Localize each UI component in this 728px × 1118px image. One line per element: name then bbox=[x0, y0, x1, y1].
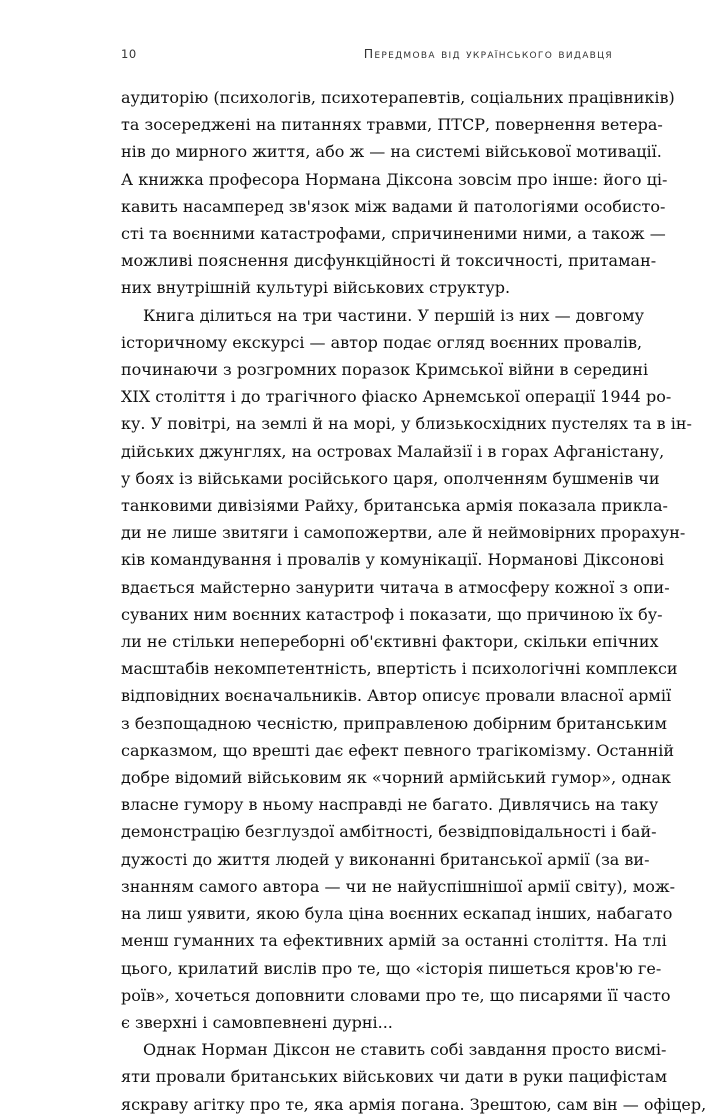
text-line: дужості до життя людей у виконанні британської армії (за ви- bbox=[121, 849, 650, 869]
body-text bbox=[121, 84, 707, 1118]
text-line: ли не стільки непереборні об'єктивні фактори, скільки епічних bbox=[121, 632, 659, 652]
text-line: яти провали британських військових чи дати в руки пацифістам bbox=[121, 1067, 668, 1087]
text-line: танковими дивізіями Райху, британська армія показала прикла- bbox=[121, 496, 668, 516]
text-line: можливі пояснення дисфункційності й токсичності, притаман- bbox=[121, 251, 657, 271]
text-line: починаючи з розгромних поразок Кримської війни в середині bbox=[121, 360, 649, 380]
text-line: А книжка професора Нормана Діксона зовсім про інше: його ці- bbox=[121, 169, 668, 189]
text-line: вдається майстерно занурити читача в атмосферу кожної з опи- bbox=[121, 577, 670, 597]
text-line: та зосереджені на питаннях травми, ПТСР, повернення ветера- bbox=[121, 115, 663, 135]
text-line: відповідних воєначальників. Автор описує провали власної армії bbox=[121, 686, 672, 706]
text-line: ку. У повітрі, на землі й на морі, у близькосхідних пустелях та в ін- bbox=[121, 414, 692, 434]
text-line: кавить насамперед зв'язок між вадами й патологіями особисто- bbox=[121, 196, 666, 216]
text-line: ків командування і провалів у комунікації. Нормановi Діксонові bbox=[121, 550, 664, 570]
text-line: Однак Норман Діксон не ставить собі завдання просто висмі- bbox=[143, 1040, 667, 1060]
running-head: Передмова від українського видавця bbox=[363, 46, 613, 61]
text-line: власне гумору в ньому насправді не багато. Дивлячись на таку bbox=[121, 795, 659, 815]
text-line: сті та воєнними катастрофами, спричиненими ними, а також — bbox=[121, 224, 666, 244]
text-line: з безпощадною чесністю, приправленою добірним британським bbox=[121, 713, 667, 733]
text-line: суваних ним воєнних катастроф і показати, що причиною їх бу- bbox=[121, 604, 663, 624]
text-line: цього, крилатий вислів про те, що «історія пишеться кров'ю ге- bbox=[121, 958, 662, 978]
text-line: дійських джунглях, на островах Малайзії і в горах Афганістану, bbox=[121, 441, 665, 461]
text-line: XIX століття і до трагічного фіаско Арнемської операції 1944 ро- bbox=[121, 387, 672, 407]
text-line: яскраву агітку про те, яка армія погана. Зрештою, сам він — офіцер, bbox=[121, 1094, 707, 1114]
text-line: менш гуманних та ефективних армій за останні століття. На тлі bbox=[121, 931, 667, 951]
page-header bbox=[121, 46, 613, 68]
text-line: добре відомий військовим як «чорний армійський гумор», однак bbox=[121, 768, 672, 788]
text-line: аудиторію (психологів, психотерапевтів, соціальних працівників) bbox=[121, 88, 675, 107]
text-line: на лиш уявити, якою була ціна воєнних ескапад інших, набагато bbox=[121, 904, 673, 924]
text-line: Книга ділиться на три частини. У першій із них — довгому bbox=[143, 305, 645, 325]
text-line: у боях із військами російського царя, ополченням бушменів чи bbox=[121, 468, 660, 488]
text-line: масштабів некомпетентність, впертість і психологічні комплекси bbox=[121, 659, 678, 679]
text-line: нів до мирного життя, або ж — на системі військової мотивації. bbox=[121, 142, 662, 162]
text-line: є зверхні і самовпевнені дурні... bbox=[121, 1012, 393, 1032]
text-line: роїв», хочеться доповнити словами про те, що писарями її часто bbox=[121, 985, 671, 1005]
text-line: них внутрішній культурі військових структур. bbox=[121, 278, 511, 298]
text-line: історичному екскурсі — автор подає огляд воєнних провалів, bbox=[121, 332, 643, 352]
text-line: ди не лише звитяги і самопожертви, але й неймовірних прорахун- bbox=[121, 523, 686, 543]
text-line: сарказмом, що врешті дає ефект певного трагікомізму. Останній bbox=[121, 740, 674, 760]
text-line: знанням самого автора — чи не найуспішнішої армії світу), мож- bbox=[121, 876, 675, 896]
page-number: 10 bbox=[121, 47, 137, 61]
text-line: демонстрацію безглуздої амбітності, безвідповідальності і бай- bbox=[121, 822, 657, 842]
